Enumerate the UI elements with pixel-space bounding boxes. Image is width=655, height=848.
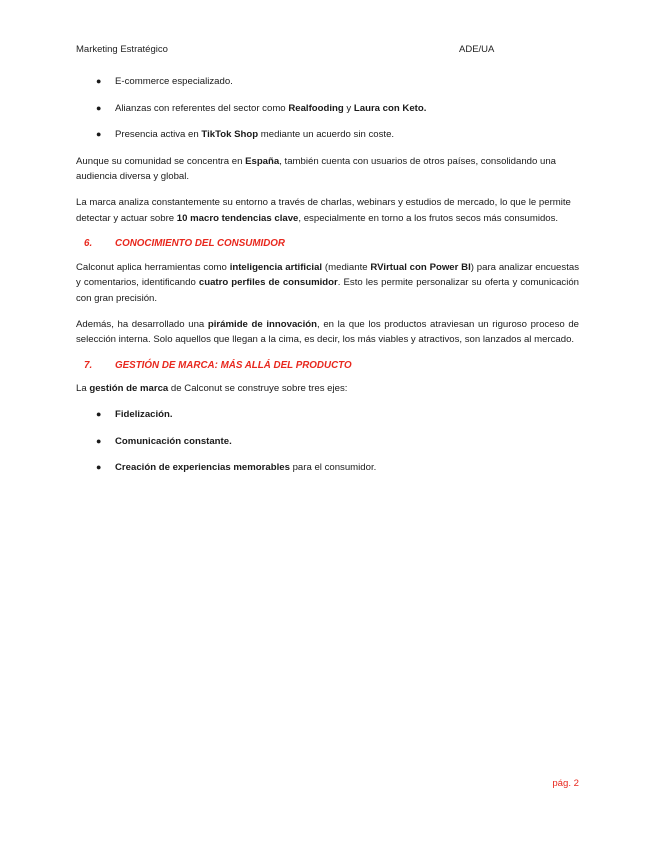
bullet-icon: ●	[96, 76, 102, 86]
list-item: ● Comunicación constante.	[76, 434, 579, 450]
header-title: Marketing Estratégico	[76, 44, 168, 55]
page-content	[76, 74, 579, 487]
paragraph-brand: La gestión de marca de Calconut se construye sobre tres ejes:	[76, 383, 348, 395]
bullet-icon: ●	[96, 435, 102, 446]
page-number: pág. 2	[552, 778, 579, 789]
paragraph-pyramid: Además, ha desarrollado una pirámide de innovación, en la que los productos atraviesan un riguroso proceso de selección interna. Solo aquellos que llegan a la cima, es decir, los más viables y atractivos, son lanzados al mercado.	[76, 318, 580, 346]
section-heading-7: 7. GESTIÓN DE MARCA: MÁS ALLÁ DEL PRODUCTO	[84, 359, 352, 371]
paragraph-community: Aunque su comunidad se concentra en España, también cuenta con usuarios de otros países, consolidando una audiencia diversa y global.	[76, 155, 557, 183]
list-item: ● Creación de experiencias memorables para el consumidor.	[76, 460, 579, 476]
list-item: ● Alianzas con referentes del sector como Realfooding y Laura con Keto.	[76, 101, 579, 117]
brand-axes-list	[76, 407, 579, 476]
list-item: ● Presencia activa en TikTok Shop mediante un acuerdo sin coste.	[76, 127, 579, 143]
bullet-icon: ●	[96, 102, 102, 113]
header-course: ADE/UA	[459, 44, 495, 55]
paragraph-trends: La marca analiza constantemente su entorno a través de charlas, webinars y estudios de mercado, lo que le permite detectar y actuar sobre 10 macro tendencias clave, especialmente en torno a los frutos secos más consumidos.	[76, 196, 571, 224]
bullet-icon: ●	[96, 462, 102, 473]
channels-list	[76, 74, 579, 143]
list-item: ● E-commerce especializado.	[76, 74, 579, 90]
section-heading-6: 6. CONOCIMIENTO DEL CONSUMIDOR	[84, 238, 286, 250]
bullet-icon: ●	[96, 129, 102, 140]
bullet-icon: ●	[96, 408, 102, 419]
paragraph-ai: Calconut aplica herramientas como inteligencia artificial (mediante RVirtual con Power BI) para analizar encuestas y comentarios, identificando cuatro perfiles de consumidor. Esto les permite personalizar su oferta y comunicación con gran precisión.	[76, 261, 580, 304]
list-item: ● Fidelización.	[76, 407, 579, 423]
